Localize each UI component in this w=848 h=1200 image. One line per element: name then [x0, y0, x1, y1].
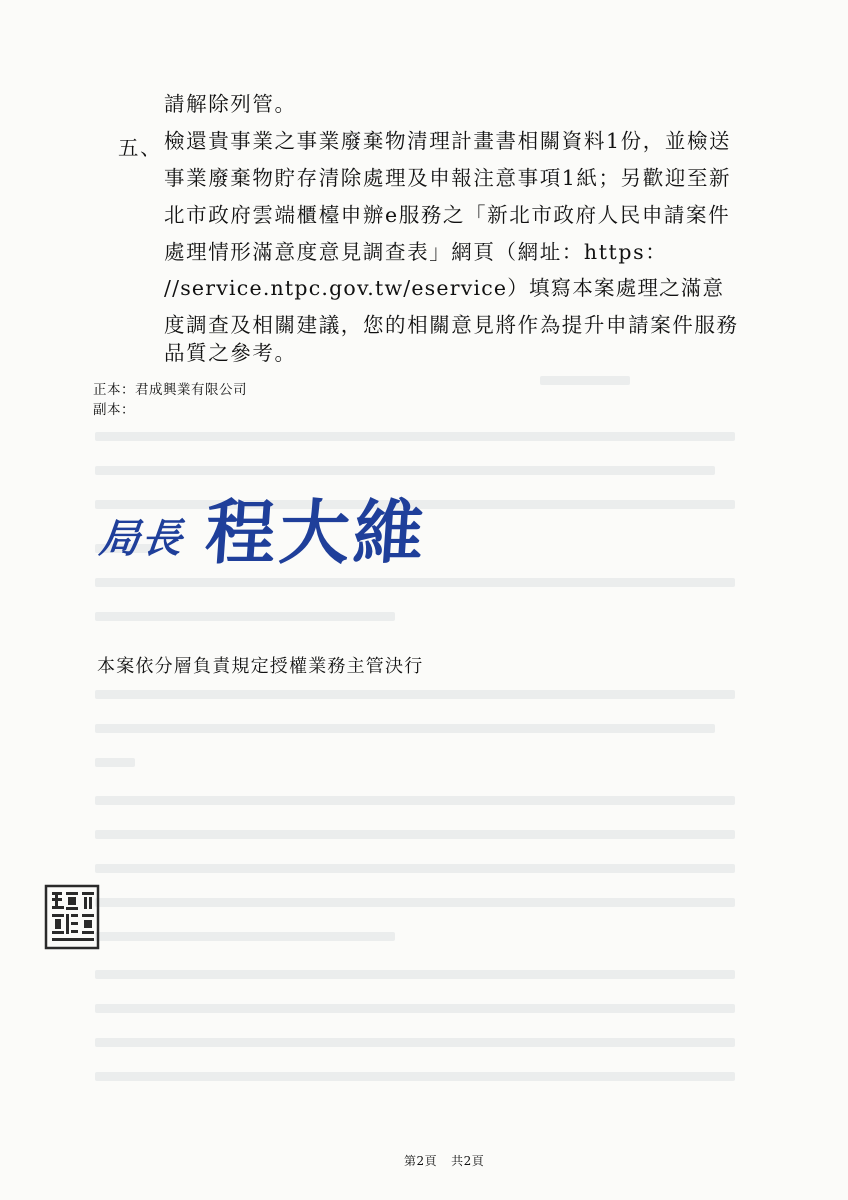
main-recipient-label: 正本： [93, 382, 135, 398]
main-recipient-value: 君成興業有限公司 [135, 382, 247, 398]
signature-name: 程大維 [202, 491, 431, 574]
body-line-5: 處理情形滿意度意見調查表」網頁（網址：https： [164, 240, 668, 264]
signature-stamp [97, 478, 431, 578]
body-line-1: 請解除列管。 [164, 92, 297, 116]
square-seal-stamp [44, 884, 100, 950]
body-line-4: 北市政府雲端櫃檯申辦e服務之「新北市政府人民申請案件 [164, 203, 731, 227]
page-footer [404, 1152, 484, 1169]
body-line-6: //service.ntpc.gov.tw/eservice）填寫本案處理之滿意 [164, 276, 725, 300]
signature-title: 局長 [97, 515, 187, 562]
main-recipient [93, 378, 247, 398]
copy-recipient-label: 副本： [93, 402, 135, 418]
copy-recipient [93, 398, 135, 418]
body-line-7: 度調查及相關建議，您的相關意見將作為提升申請案件服務 [164, 313, 739, 337]
body-line-8: 品質之參考。 [164, 341, 297, 365]
body-line-2: 檢還貴事業之事業廢棄物清理計畫書相關資料1份，並檢送 [164, 129, 732, 153]
item-number-five: 五、 [118, 136, 163, 160]
authority-note: 本案依分層負責規定授權業務主管決行 [97, 656, 424, 677]
page-number: 第2頁 [404, 1154, 438, 1168]
page-total: 共2頁 [451, 1154, 485, 1168]
body-line-3: 事業廢棄物貯存清除處理及申報注意事項1紙；另歡迎至新 [164, 166, 732, 190]
